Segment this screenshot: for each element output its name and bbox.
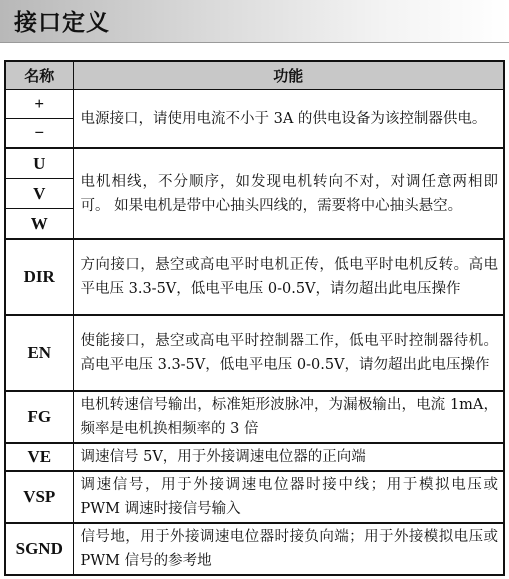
pin-name-minus: − xyxy=(5,119,73,149)
table-row xyxy=(5,90,504,119)
table-row xyxy=(5,471,504,523)
table-row xyxy=(5,443,504,471)
section-title: 接口定义 xyxy=(14,10,110,36)
interface-table xyxy=(4,60,505,576)
pin-function-dir: 方向接口，悬空或高电平时电机正传，低电平时电机反转。高电平电压 3.3-5V，低电平电压 0-0.5V，请勿超出此电压操作 xyxy=(73,239,504,315)
pin-function-power: 电源接口，请使用电流不小于 3A 的供电设备为该控制器供电。 xyxy=(73,90,504,149)
pin-name-v: V xyxy=(5,179,73,209)
table-row xyxy=(5,391,504,443)
table-row xyxy=(5,239,504,315)
pin-name-u: U xyxy=(5,148,73,179)
pin-name-sgnd: SGND xyxy=(5,523,73,575)
table-header-row xyxy=(5,61,504,90)
pin-name-plus: + xyxy=(5,90,73,119)
pin-name-en: EN xyxy=(5,315,73,391)
pin-name-ve: VE xyxy=(5,443,73,471)
pin-function-motor-phase: 电机相线，不分顺序，如发现电机转向不对，对调任意两相即可。 如果电机是带中心抽头四线的，需要将中心抽头悬空。 xyxy=(73,148,504,239)
pin-name-fg: FG xyxy=(5,391,73,443)
pin-function-ve: 调速信号 5V，用于外接调速电位器的正向端 xyxy=(73,443,504,471)
pin-function-fg: 电机转速信号输出，标准矩形波脉冲，为漏极输出，电流 1mA，频率是电机换相频率的 3 倍 xyxy=(73,391,504,443)
pin-name-vsp: VSP xyxy=(5,471,73,523)
header-function: 功能 xyxy=(73,61,504,90)
pin-function-vsp: 调速信号，用于外接调速电位器时接中线；用于模拟电压或 PWM 调速时接信号输入 xyxy=(73,471,504,523)
pin-function-sgnd: 信号地，用于外接调速电位器时接负向端；用于外接模拟电压或 PWM 信号的参考地 xyxy=(73,523,504,575)
table-row xyxy=(5,315,504,391)
header-name: 名称 xyxy=(5,61,73,90)
pin-name-dir: DIR xyxy=(5,239,73,315)
table-row xyxy=(5,523,504,575)
pin-name-w: W xyxy=(5,209,73,240)
section-title-bar xyxy=(0,0,509,43)
table-row xyxy=(5,148,504,179)
pin-function-en: 使能接口，悬空或高电平时控制器工作，低电平时控制器待机。高电平电压 3.3-5V，低电平电压 0-0.5V，请勿超出此电压操作 xyxy=(73,315,504,391)
